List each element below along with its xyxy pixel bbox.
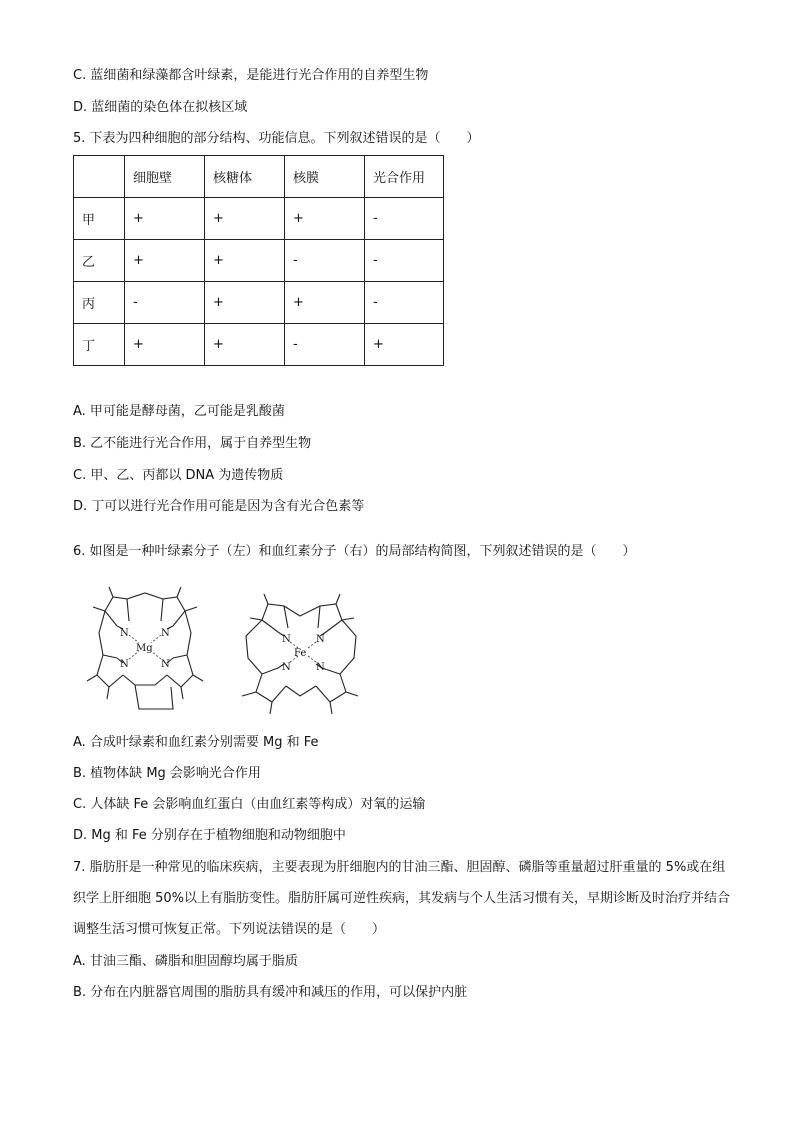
table-cell: + xyxy=(285,198,365,240)
table-cell: + xyxy=(125,198,205,240)
table-cell: + xyxy=(205,282,285,324)
q7-option-a: A. 甘油三酯、磷脂和胆固醇均属于脂质 xyxy=(73,954,298,969)
table-header-row xyxy=(74,156,444,198)
q5-option-a: A. 甲可能是酵母菌，乙可能是乳酸菌 xyxy=(73,404,285,419)
chlorophyll-nitrogen-label: N xyxy=(161,659,170,670)
table-header-cell: 光合作用 xyxy=(365,156,444,198)
q5-option-b: B. 乙不能进行光合作用，属于自养型生物 xyxy=(73,436,312,451)
table-cell: - xyxy=(365,282,444,324)
heme-nitrogen-label: N xyxy=(316,662,325,673)
chlorophyll-metal-label: Mg xyxy=(136,643,153,654)
table-cell: 乙 xyxy=(74,240,125,282)
table-cell: + xyxy=(125,240,205,282)
table-header-cell: 核糖体 xyxy=(205,156,285,198)
q4-option-d: D. 蓝细菌的染色体在拟核区域 xyxy=(73,100,248,115)
q6-option-a: A. 合成叶绿素和血红素分别需要 Mg 和 Fe xyxy=(73,735,319,750)
table-row xyxy=(74,240,444,282)
q4-option-c: C. 蓝细菌和绿藻都含叶绿素，是能进行光合作用的自养型生物 xyxy=(73,68,429,83)
table-cell: + xyxy=(285,282,365,324)
q5-stem: 5. 下表为四种细胞的部分结构、功能信息。下列叙述错误的是（ ） xyxy=(73,131,480,146)
q6-option-b: B. 植物体缺 Mg 会影响光合作用 xyxy=(73,766,261,781)
table-row xyxy=(74,282,444,324)
table-cell: 甲 xyxy=(74,198,125,240)
table-cell: - xyxy=(125,282,205,324)
q5-option-c: C. 甲、乙、丙都以 DNA 为遗传物质 xyxy=(73,468,284,483)
table-header-cell: 核膜 xyxy=(285,156,365,198)
chlorophyll-nitrogen-label: N xyxy=(120,628,129,639)
table-cell: - xyxy=(285,324,365,366)
heme-nitrogen-label: N xyxy=(316,634,325,645)
table-cell: 丁 xyxy=(74,324,125,366)
heme-structure-figure xyxy=(236,592,364,716)
heme-nitrogen-label: N xyxy=(282,662,291,673)
table-cell: - xyxy=(285,240,365,282)
heme-metal-label: Fe xyxy=(294,648,307,659)
chlorophyll-structure-figure xyxy=(83,585,207,717)
table-row xyxy=(74,198,444,240)
table-header-cell xyxy=(74,156,125,198)
q6-option-c: C. 人体缺 Fe 会影响血红蛋白（由血红素等构成）对氧的运输 xyxy=(73,797,426,812)
cell-structure-table xyxy=(73,155,444,366)
table-row xyxy=(74,324,444,366)
q6-stem: 6. 如图是一种叶绿素分子（左）和血红素分子（右）的局部结构简图，下列叙述错误的是（ ） xyxy=(73,544,636,559)
table-cell: + xyxy=(205,324,285,366)
table-cell: - xyxy=(365,240,444,282)
table-header-cell: 细胞壁 xyxy=(125,156,205,198)
table-cell: + xyxy=(205,198,285,240)
chlorophyll-nitrogen-label: N xyxy=(161,628,170,639)
heme-nitrogen-label: N xyxy=(282,634,291,645)
q5-option-d: D. 丁可以进行光合作用可能是因为含有光合色素等 xyxy=(73,499,365,514)
q7-option-b: B. 分布在内脏器官周围的脂肪具有缓冲和减压的作用，可以保护内脏 xyxy=(73,985,468,1000)
q6-option-d: D. Mg 和 Fe 分别存在于植物细胞和动物细胞中 xyxy=(73,828,346,843)
table-cell: 丙 xyxy=(74,282,125,324)
table-cell: + xyxy=(205,240,285,282)
table-cell: + xyxy=(365,324,444,366)
table-cell: + xyxy=(125,324,205,366)
chlorophyll-nitrogen-label: N xyxy=(120,659,129,670)
q7-stem: 7. 脂肪肝是一种常见的临床疾病，主要表现为肝细胞内的甘油三酯、胆固醇、磷脂等重量超过肝重量的 5%或在组织学上肝细胞 50%以上有脂肪变性。脂肪肝属可逆性疾病，其发病与个人生活习惯有关，早期诊断及时治疗并结合调整生活习惯可恢复正常。下列说法错误的是（ ） xyxy=(73,860,731,937)
table-cell: - xyxy=(365,198,444,240)
